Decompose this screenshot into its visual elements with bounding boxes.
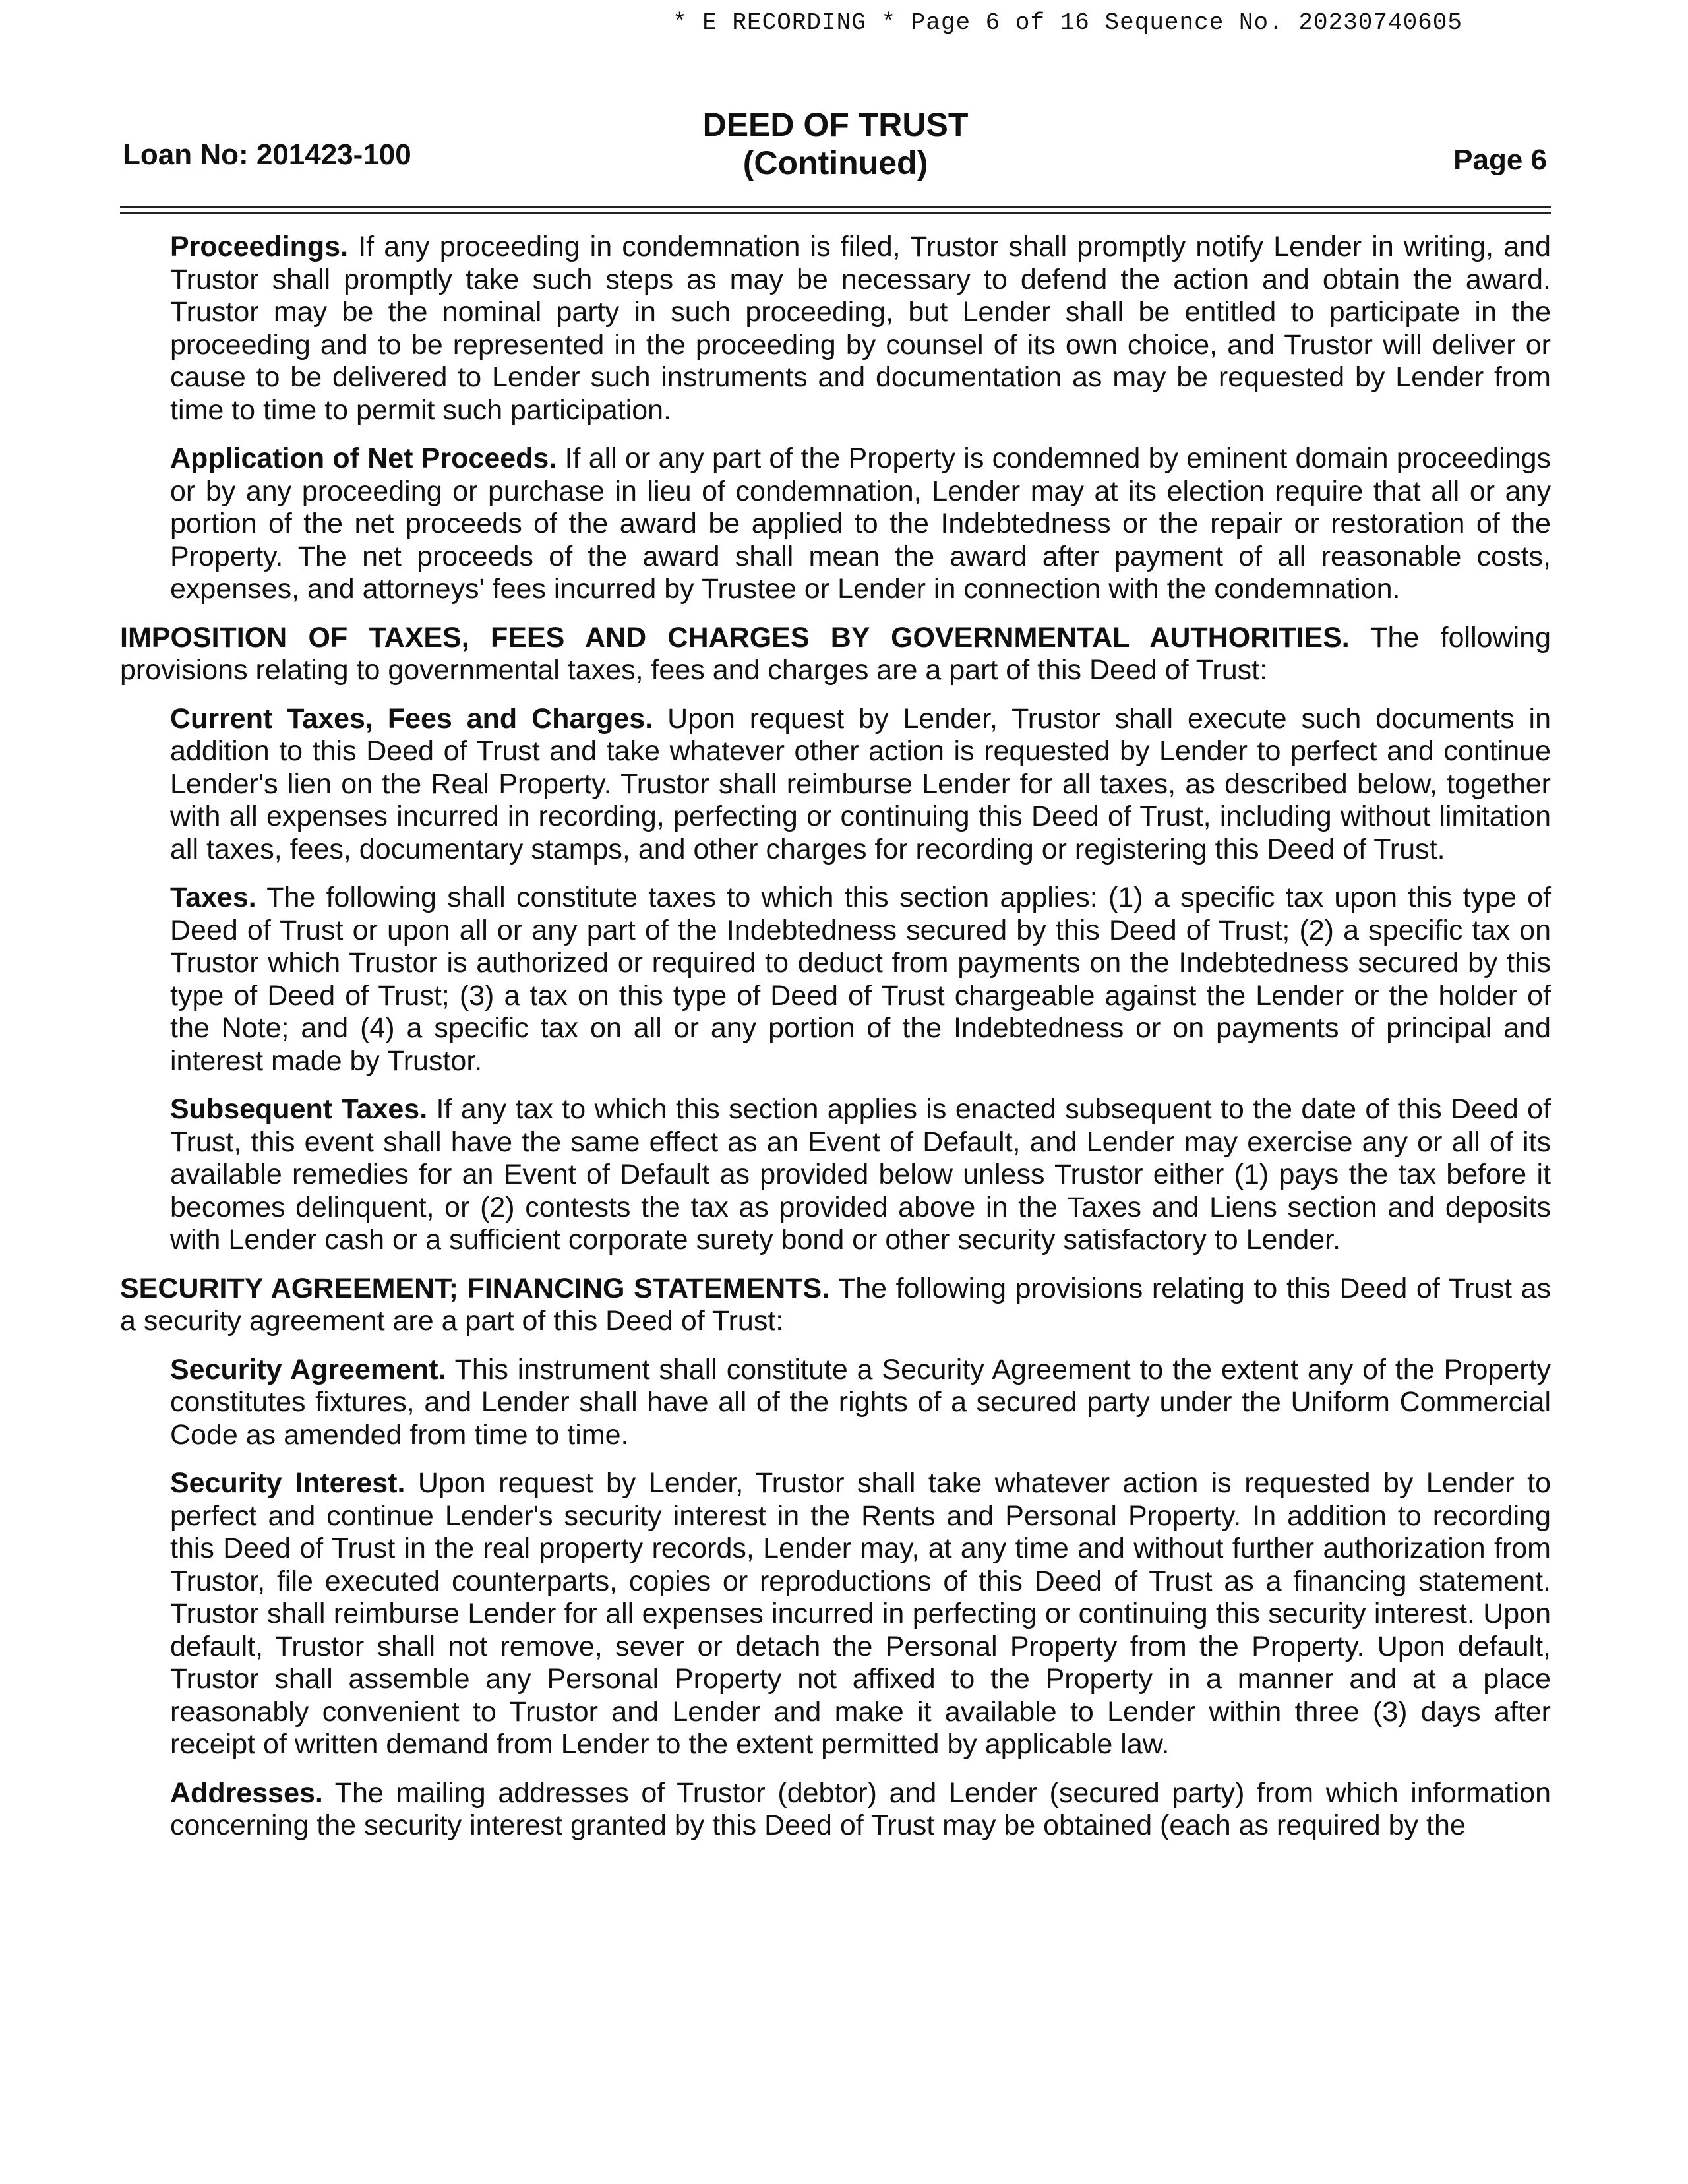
page-number: Page 6 (1453, 144, 1547, 176)
document-title-block (120, 106, 1551, 182)
paragraph-heading: Proceedings. (170, 231, 349, 262)
document-subtitle: (Continued) (742, 144, 928, 181)
section-heading: IMPOSITION OF TAXES, FEES AND CHARGES BY GOVERNMENTAL AUTHORITIES. (120, 621, 1350, 653)
paragraph-proceedings (120, 231, 1551, 427)
paragraph-text: Upon request by Lender, Trustor shall execute such documents in addition to this Deed of Trust and take whatever other action is requested by Lender to perfect and continue Lender's lien on the Real Property. Trustor shall reimburse Lender for all taxes, as described below, together with all expenses incurred in recording, perfecting or continuing this Deed of Trust, including without limitation all taxes, fees, documentary stamps, and other charges for recording or registering this Deed of Trust. (170, 702, 1551, 865)
paragraph-security-interest (120, 1467, 1551, 1761)
paragraph-taxes (120, 882, 1551, 1077)
paragraph-text: Upon request by Lender, Trustor shall take whatever action is requested by Lender to perfect and continue Lender's security interest in the Rents and Personal Property. In addition to recording this Deed of Trust in the real property records, Lender may, at any time and without further authorization from Trustor, file executed counterparts, copies or reproductions of this Deed of Trust as a financing statement. Trustor shall reimburse Lender for all expenses incurred in perfecting or continuing this security interest. Upon default, Trustor shall not remove, sever or detach the Personal Property from the Property. Upon default, Trustor shall assemble any Personal Property not affixed to the Property in a manner and at a place reasonably convenient to Trustor and Lender and make it available to Lender within three (3) days after receipt of written demand from Lender to the extent permitted by applicable law. (170, 1467, 1551, 1760)
paragraph-heading: Current Taxes, Fees and Charges. (170, 702, 653, 735)
paragraph-text: If all or any part of the Property is condemned by eminent domain proceedings or by any proceeding or purchase in lieu of condemnation, Lender may at its election require that all or any portion of the net proceeds of the award be applied to the Indebtedness or the repair or restoration of the Property. The net proceeds of the award shall mean the award after payment of all reasonable costs, expenses, and attorneys' fees incurred by Trustee or Lender in connection with the condemnation. (170, 442, 1552, 605)
paragraph-subsequent-taxes (120, 1093, 1551, 1257)
paragraph-text: If any tax to which this section applies is enacted subsequent to the date of this Deed of Trust, this event shall have the same effect as an Event of Default, and Lender may exercise any or all of its available remedies for an Event of Default as provided below unless Trustor either (1) pays the tax before it becomes delinquent, or (2) contests the tax as provided above in the Taxes and Liens section and deposits with Lender cash or a sufficient corporate surety bond or other security satisfactory to Lender. (170, 1093, 1551, 1256)
paragraph-heading: Subsequent Taxes. (170, 1093, 428, 1125)
page-header (120, 106, 1551, 185)
paragraph-text: This instrument shall constitute a Security Agreement to the extent any of the Property constitutes fixtures, and Lender shall have all of the rights of a secured party under the Uniform Commercial Code as amended from time to time. (170, 1353, 1552, 1451)
paragraph-security-agreement (120, 1354, 1551, 1452)
section-text: The following provisions relating to this Deed of Trust as a security agreement are a part of this Deed of Trust: (120, 1272, 1552, 1337)
recording-header: * E RECORDING * Page 6 of 16 Sequence No. 20230740605 (673, 9, 1462, 36)
section-text: The following provisions relating to governmental taxes, fees and charges are a part of this Deed of Trust: (120, 621, 1551, 686)
paragraph-addresses (120, 1777, 1551, 1842)
paragraph-net-proceeds (120, 442, 1551, 606)
section-imposition-of-taxes (120, 622, 1551, 687)
document-title: DEED OF TRUST (702, 106, 969, 143)
header-rule-bottom (120, 212, 1551, 214)
paragraph-text: If any proceeding in condemnation is filed, Trustor shall promptly notify Lender in writing, and Trustor shall promptly take such steps as may be necessary to defend the action and obtain the award. Trustor may be the nominal party in such proceeding, but Lender shall be entitled to participate in the proceeding and to be represented in the proceeding by counsel of its own choice, and Trustor will deliver or cause to be delivered to Lender such instruments and documentation as may be requested by Lender from time to time to permit such participation. (170, 231, 1551, 426)
section-heading: SECURITY AGREEMENT; FINANCING STATEMENTS. (120, 1272, 830, 1304)
paragraph-heading: Taxes. (170, 882, 256, 913)
paragraph-heading: Security Interest. (170, 1467, 406, 1499)
paragraph-text: The following shall constitute taxes to which this section applies: (1) a specific tax upon this type of Deed of Trust or upon all or any part of the Indebtedness secured by this Deed of Trust; (2) a specific tax on Trustor which Trustor is authorized or required to deduct from payments on the Indebtedness secured by this type of Deed of Trust; (3) a tax on this type of Deed of Trust chargeable against the Lender or the holder of the Note; and (4) a specific tax on all or any portion of the Indebtedness or on payments of principal and interest made by Trustor. (170, 882, 1552, 1077)
paragraph-text: The mailing addresses of Trustor (debtor) and Lender (secured party) from which information concerning the security interest granted by this Deed of Trust may be obtained (each as required by the (170, 1776, 1551, 1841)
paragraph-heading: Security Agreement. (170, 1353, 446, 1385)
paragraph-heading: Application of Net Proceeds. (170, 442, 557, 474)
loan-number: Loan No: 201423-100 (123, 138, 411, 171)
section-security-agreement (120, 1273, 1551, 1338)
document-body (120, 231, 1551, 1858)
paragraph-current-taxes (120, 703, 1551, 866)
header-rule-top (120, 206, 1551, 208)
paragraph-heading: Addresses. (170, 1776, 323, 1809)
